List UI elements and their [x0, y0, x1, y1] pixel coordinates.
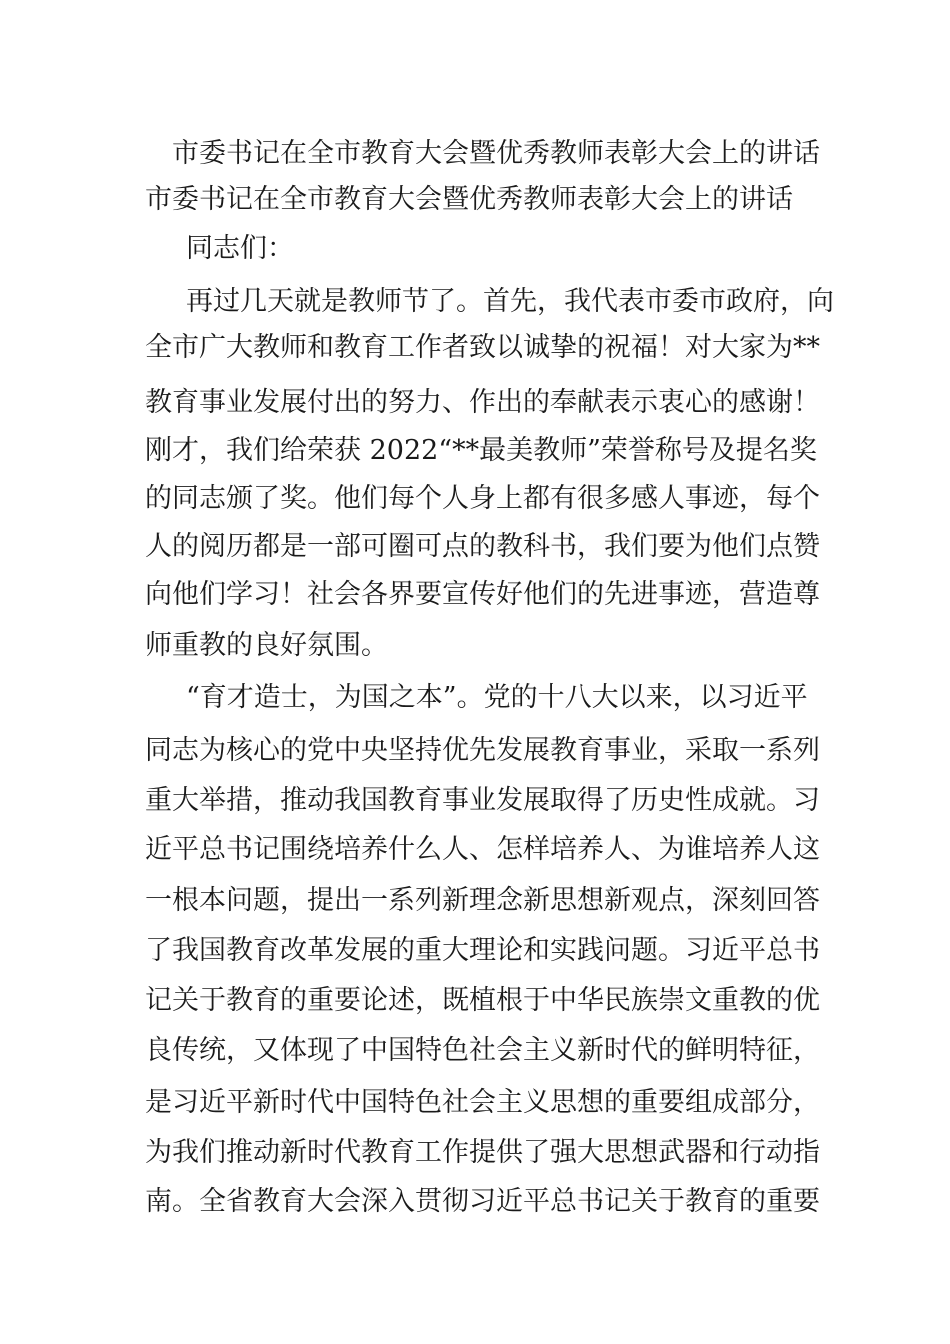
paragraph-line: 的同志颁了奖。他们每个人身上都有很多感人事迹，每个	[145, 483, 820, 514]
paragraph-line: 了我国教育改革发展的重大理论和实践问题。习近平总书	[145, 935, 820, 966]
paragraph-line: 再过几天就是教师节了。首先，我代表市委市政府，向	[186, 286, 834, 317]
paragraph-line: 重大举措，推动我国教育事业发展取得了历史性成就。习	[145, 785, 820, 816]
paragraph-line: 全市广大教师和教育工作者致以诚挚的祝福！对大家为**	[145, 332, 820, 363]
document-title-repeat: 市委书记在全市教育大会暨优秀教师表彰大会上的讲话	[145, 184, 793, 215]
paragraph-line: 教育事业发展付出的努力、作出的奉献表示衷心的感谢！	[145, 387, 820, 418]
salutation: 同志们：	[186, 233, 294, 264]
document-title: 市委书记在全市教育大会暨优秀教师表彰大会上的讲话	[172, 138, 820, 169]
paragraph-line: 师重教的良好氛围。	[145, 630, 388, 661]
paragraph-line: 同志为核心的党中央坚持优先发展教育事业，采取一系列	[145, 735, 820, 766]
paragraph-line: 记关于教育的重要论述，既植根于中华民族崇文重教的优	[145, 985, 820, 1016]
paragraph-line: 向他们学习！社会各界要宣传好他们的先进事迹，营造尊	[145, 579, 820, 610]
paragraph-line: 近平总书记围绕培养什么人、怎样培养人、为谁培养人这	[145, 834, 820, 865]
paragraph-line: 良传统，又体现了中国特色社会主义新时代的鲜明特征，	[145, 1035, 820, 1066]
paragraph-line: 刚才，我们给荣获 2022“**最美教师”荣誉称号及提名奖	[145, 435, 817, 466]
paragraph-line: 南。全省教育大会深入贯彻习近平总书记关于教育的重要	[145, 1186, 820, 1217]
paragraph-line: 为我们推动新时代教育工作提供了强大思想武器和行动指	[145, 1137, 820, 1168]
paragraph-line: “育才造士，为国之本”。党的十八大以来，以习近平	[186, 682, 808, 713]
paragraph-line: 一根本问题，提出一系列新理念新思想新观点，深刻回答	[145, 885, 820, 916]
paragraph-line: 是习近平新时代中国特色社会主义思想的重要组成部分，	[145, 1087, 820, 1118]
paragraph-line: 人的阅历都是一部可圈可点的教科书，我们要为他们点赞	[145, 531, 820, 562]
